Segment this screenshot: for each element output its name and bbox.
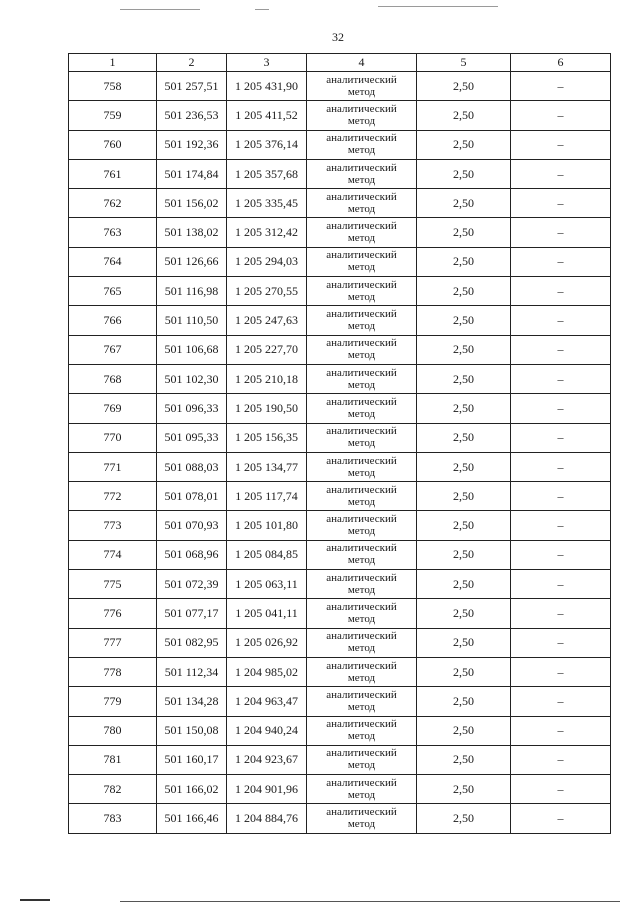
method-line-1: аналитический <box>326 630 397 643</box>
method-line-2: метод <box>347 466 376 479</box>
description-cell: – <box>511 159 611 188</box>
accuracy-cell: 2,50 <box>417 72 511 101</box>
y-coordinate-cell: 1 205 134,77 <box>227 452 307 481</box>
table-row <box>69 364 611 393</box>
y-coordinate-cell: 1 205 101,80 <box>227 511 307 540</box>
method-line-1: аналитический <box>326 308 397 321</box>
method-line-2: метод <box>347 173 376 186</box>
method-cell <box>307 511 417 540</box>
x-coordinate-cell: 501 150,08 <box>157 716 227 745</box>
method-text <box>326 249 397 273</box>
y-coordinate-cell: 1 205 411,52 <box>227 101 307 130</box>
accuracy-cell: 2,50 <box>417 716 511 745</box>
method-line-2: метод <box>347 261 376 274</box>
method-line-2: метод <box>347 818 376 831</box>
accuracy-cell: 2,50 <box>417 570 511 599</box>
point-number-cell: 773 <box>69 511 157 540</box>
method-line-2: метод <box>347 788 376 801</box>
table-row <box>69 657 611 686</box>
table-row <box>69 159 611 188</box>
x-coordinate-cell: 501 112,34 <box>157 657 227 686</box>
table-row <box>69 540 611 569</box>
method-cell <box>307 423 417 452</box>
method-line-1: аналитический <box>326 659 397 672</box>
method-line-2: метод <box>347 407 376 420</box>
table-row <box>69 277 611 306</box>
description-cell: – <box>511 335 611 364</box>
point-number-cell: 761 <box>69 159 157 188</box>
x-coordinate-cell: 501 096,33 <box>157 394 227 423</box>
y-coordinate-cell: 1 205 190,50 <box>227 394 307 423</box>
method-line-2: метод <box>347 700 376 713</box>
table-row <box>69 72 611 101</box>
method-cell <box>307 394 417 423</box>
table-row <box>69 804 611 833</box>
accuracy-cell: 2,50 <box>417 130 511 159</box>
point-number-cell: 769 <box>69 394 157 423</box>
point-number-cell: 768 <box>69 364 157 393</box>
accuracy-cell: 2,50 <box>417 306 511 335</box>
method-text <box>326 630 397 654</box>
point-number-cell: 776 <box>69 599 157 628</box>
method-line-1: аналитический <box>326 220 397 233</box>
method-cell <box>307 775 417 804</box>
coordinates-table <box>68 53 611 834</box>
table-row <box>69 482 611 511</box>
point-number-cell: 780 <box>69 716 157 745</box>
method-line-2: метод <box>347 290 376 303</box>
y-coordinate-cell: 1 205 312,42 <box>227 218 307 247</box>
method-cell <box>307 335 417 364</box>
description-cell: – <box>511 599 611 628</box>
column-header: 2 <box>157 54 227 72</box>
column-header: 6 <box>511 54 611 72</box>
accuracy-cell: 2,50 <box>417 775 511 804</box>
x-coordinate-cell: 501 088,03 <box>157 452 227 481</box>
table-row <box>69 306 611 335</box>
column-header: 1 <box>69 54 157 72</box>
point-number-cell: 771 <box>69 452 157 481</box>
description-cell: – <box>511 364 611 393</box>
table-row <box>69 335 611 364</box>
method-cell <box>307 570 417 599</box>
column-header: 3 <box>227 54 307 72</box>
point-number-cell: 783 <box>69 804 157 833</box>
method-line-2: метод <box>347 759 376 772</box>
method-line-1: аналитический <box>326 600 397 613</box>
y-coordinate-cell: 1 204 901,96 <box>227 775 307 804</box>
method-text <box>326 162 397 186</box>
table-row <box>69 745 611 774</box>
method-line-1: аналитический <box>326 73 397 86</box>
scan-artifact <box>120 9 200 10</box>
x-coordinate-cell: 501 106,68 <box>157 335 227 364</box>
method-cell <box>307 452 417 481</box>
x-coordinate-cell: 501 134,28 <box>157 687 227 716</box>
header-row <box>69 54 611 72</box>
description-cell: – <box>511 804 611 833</box>
method-line-1: аналитический <box>326 718 397 731</box>
accuracy-cell: 2,50 <box>417 540 511 569</box>
method-cell <box>307 540 417 569</box>
table-body <box>69 72 611 834</box>
description-cell: – <box>511 72 611 101</box>
method-cell <box>307 599 417 628</box>
method-cell <box>307 745 417 774</box>
method-line-1: аналитический <box>326 571 397 584</box>
method-text <box>326 747 397 771</box>
description-cell: – <box>511 628 611 657</box>
table-row <box>69 687 611 716</box>
table-row <box>69 189 611 218</box>
accuracy-cell: 2,50 <box>417 482 511 511</box>
description-cell: – <box>511 218 611 247</box>
y-coordinate-cell: 1 205 227,70 <box>227 335 307 364</box>
method-cell <box>307 657 417 686</box>
description-cell: – <box>511 687 611 716</box>
method-line-1: аналитический <box>326 337 397 350</box>
method-cell <box>307 716 417 745</box>
y-coordinate-cell: 1 205 270,55 <box>227 277 307 306</box>
x-coordinate-cell: 501 072,39 <box>157 570 227 599</box>
method-cell <box>307 277 417 306</box>
point-number-cell: 766 <box>69 306 157 335</box>
method-line-2: метод <box>347 320 376 333</box>
method-line-2: метод <box>347 85 376 98</box>
table-header <box>69 54 611 72</box>
method-text <box>326 425 397 449</box>
description-cell: – <box>511 511 611 540</box>
method-cell <box>307 189 417 218</box>
x-coordinate-cell: 501 095,33 <box>157 423 227 452</box>
table-row <box>69 130 611 159</box>
method-line-2: метод <box>347 554 376 567</box>
y-coordinate-cell: 1 205 247,63 <box>227 306 307 335</box>
description-cell: – <box>511 657 611 686</box>
table-row <box>69 423 611 452</box>
method-line-2: метод <box>347 495 376 508</box>
description-cell: – <box>511 570 611 599</box>
x-coordinate-cell: 501 257,51 <box>157 72 227 101</box>
method-cell <box>307 804 417 833</box>
y-coordinate-cell: 1 204 884,76 <box>227 804 307 833</box>
x-coordinate-cell: 501 166,02 <box>157 775 227 804</box>
method-line-2: метод <box>347 525 376 538</box>
point-number-cell: 774 <box>69 540 157 569</box>
x-coordinate-cell: 501 077,17 <box>157 599 227 628</box>
y-coordinate-cell: 1 205 210,18 <box>227 364 307 393</box>
method-line-1: аналитический <box>326 454 397 467</box>
table-row <box>69 628 611 657</box>
method-text <box>326 396 397 420</box>
table-row <box>69 452 611 481</box>
description-cell: – <box>511 745 611 774</box>
description-cell: – <box>511 130 611 159</box>
y-coordinate-cell: 1 205 084,85 <box>227 540 307 569</box>
table-row <box>69 716 611 745</box>
method-text <box>326 308 397 332</box>
accuracy-cell: 2,50 <box>417 218 511 247</box>
method-cell <box>307 159 417 188</box>
method-cell <box>307 482 417 511</box>
point-number-cell: 779 <box>69 687 157 716</box>
method-text <box>326 132 397 156</box>
accuracy-cell: 2,50 <box>417 745 511 774</box>
x-coordinate-cell: 501 078,01 <box>157 482 227 511</box>
accuracy-cell: 2,50 <box>417 452 511 481</box>
method-line-2: метод <box>347 349 376 362</box>
y-coordinate-cell: 1 205 156,35 <box>227 423 307 452</box>
method-line-1: аналитический <box>326 542 397 555</box>
method-text <box>326 455 397 479</box>
point-number-cell: 782 <box>69 775 157 804</box>
x-coordinate-cell: 501 116,98 <box>157 277 227 306</box>
method-cell <box>307 218 417 247</box>
method-cell <box>307 72 417 101</box>
y-coordinate-cell: 1 205 063,11 <box>227 570 307 599</box>
accuracy-cell: 2,50 <box>417 247 511 276</box>
accuracy-cell: 2,50 <box>417 599 511 628</box>
y-coordinate-cell: 1 205 335,45 <box>227 189 307 218</box>
method-text <box>326 718 397 742</box>
table-row <box>69 101 611 130</box>
method-line-2: метод <box>347 378 376 391</box>
method-line-1: аналитический <box>326 688 397 701</box>
x-coordinate-cell: 501 126,66 <box>157 247 227 276</box>
description-cell: – <box>511 277 611 306</box>
method-text <box>326 191 397 215</box>
x-coordinate-cell: 501 082,95 <box>157 628 227 657</box>
method-line-2: метод <box>347 583 376 596</box>
method-cell <box>307 306 417 335</box>
accuracy-cell: 2,50 <box>417 277 511 306</box>
method-text <box>326 279 397 303</box>
x-coordinate-cell: 501 068,96 <box>157 540 227 569</box>
point-number-cell: 777 <box>69 628 157 657</box>
method-line-2: метод <box>347 144 376 157</box>
method-cell <box>307 687 417 716</box>
method-line-2: метод <box>347 202 376 215</box>
method-text <box>326 74 397 98</box>
method-text <box>326 484 397 508</box>
point-number-cell: 765 <box>69 277 157 306</box>
method-line-2: метод <box>347 642 376 655</box>
description-cell: – <box>511 452 611 481</box>
point-number-cell: 764 <box>69 247 157 276</box>
point-number-cell: 760 <box>69 130 157 159</box>
column-header: 4 <box>307 54 417 72</box>
method-text <box>326 806 397 830</box>
y-coordinate-cell: 1 205 431,90 <box>227 72 307 101</box>
accuracy-cell: 2,50 <box>417 804 511 833</box>
x-coordinate-cell: 501 174,84 <box>157 159 227 188</box>
method-cell <box>307 130 417 159</box>
scan-artifact <box>255 9 269 10</box>
accuracy-cell: 2,50 <box>417 335 511 364</box>
method-line-1: аналитический <box>326 747 397 760</box>
method-text <box>326 572 397 596</box>
method-line-2: метод <box>347 730 376 743</box>
method-line-1: аналитический <box>326 776 397 789</box>
point-number-cell: 758 <box>69 72 157 101</box>
point-number-cell: 772 <box>69 482 157 511</box>
x-coordinate-cell: 501 192,36 <box>157 130 227 159</box>
x-coordinate-cell: 501 110,50 <box>157 306 227 335</box>
accuracy-cell: 2,50 <box>417 628 511 657</box>
method-line-1: аналитический <box>326 366 397 379</box>
method-line-2: метод <box>347 612 376 625</box>
description-cell: – <box>511 394 611 423</box>
description-cell: – <box>511 247 611 276</box>
method-text <box>326 513 397 537</box>
method-text <box>326 542 397 566</box>
method-text <box>326 689 397 713</box>
table-row <box>69 394 611 423</box>
table-row <box>69 218 611 247</box>
method-text <box>326 367 397 391</box>
point-number-cell: 781 <box>69 745 157 774</box>
method-line-1: аналитический <box>326 513 397 526</box>
point-number-cell: 763 <box>69 218 157 247</box>
x-coordinate-cell: 501 102,30 <box>157 364 227 393</box>
accuracy-cell: 2,50 <box>417 657 511 686</box>
x-coordinate-cell: 501 160,17 <box>157 745 227 774</box>
y-coordinate-cell: 1 205 117,74 <box>227 482 307 511</box>
scan-artifact <box>120 901 620 902</box>
description-cell: – <box>511 716 611 745</box>
x-coordinate-cell: 501 156,02 <box>157 189 227 218</box>
method-line-1: аналитический <box>326 102 397 115</box>
y-coordinate-cell: 1 204 985,02 <box>227 657 307 686</box>
method-text <box>326 220 397 244</box>
method-line-2: метод <box>347 232 376 245</box>
table-row <box>69 570 611 599</box>
method-line-1: аналитический <box>326 425 397 438</box>
scan-artifact <box>20 899 50 901</box>
accuracy-cell: 2,50 <box>417 189 511 218</box>
accuracy-cell: 2,50 <box>417 364 511 393</box>
method-text <box>326 337 397 361</box>
method-line-1: аналитический <box>326 161 397 174</box>
x-coordinate-cell: 501 138,02 <box>157 218 227 247</box>
y-coordinate-cell: 1 205 026,92 <box>227 628 307 657</box>
method-line-2: метод <box>347 114 376 127</box>
point-number-cell: 759 <box>69 101 157 130</box>
method-text <box>326 103 397 127</box>
description-cell: – <box>511 101 611 130</box>
accuracy-cell: 2,50 <box>417 423 511 452</box>
method-line-2: метод <box>347 437 376 450</box>
y-coordinate-cell: 1 205 357,68 <box>227 159 307 188</box>
description-cell: – <box>511 482 611 511</box>
description-cell: – <box>511 306 611 335</box>
method-text <box>326 777 397 801</box>
method-cell <box>307 364 417 393</box>
table-row <box>69 247 611 276</box>
point-number-cell: 775 <box>69 570 157 599</box>
y-coordinate-cell: 1 205 294,03 <box>227 247 307 276</box>
table-row <box>69 775 611 804</box>
point-number-cell: 762 <box>69 189 157 218</box>
scan-artifact <box>378 6 498 7</box>
method-text <box>326 660 397 684</box>
y-coordinate-cell: 1 204 963,47 <box>227 687 307 716</box>
y-coordinate-cell: 1 205 041,11 <box>227 599 307 628</box>
column-header: 5 <box>417 54 511 72</box>
method-line-2: метод <box>347 671 376 684</box>
description-cell: – <box>511 540 611 569</box>
accuracy-cell: 2,50 <box>417 159 511 188</box>
description-cell: – <box>511 189 611 218</box>
method-line-1: аналитический <box>326 249 397 262</box>
description-cell: – <box>511 423 611 452</box>
y-coordinate-cell: 1 204 940,24 <box>227 716 307 745</box>
method-line-1: аналитический <box>326 806 397 819</box>
accuracy-cell: 2,50 <box>417 394 511 423</box>
accuracy-cell: 2,50 <box>417 687 511 716</box>
y-coordinate-cell: 1 204 923,67 <box>227 745 307 774</box>
method-cell <box>307 628 417 657</box>
table-row <box>69 599 611 628</box>
table-row <box>69 511 611 540</box>
method-cell <box>307 247 417 276</box>
method-text <box>326 601 397 625</box>
page-number: 32 <box>332 30 344 44</box>
method-line-1: аналитический <box>326 190 397 203</box>
x-coordinate-cell: 501 070,93 <box>157 511 227 540</box>
method-line-1: аналитический <box>326 483 397 496</box>
description-cell: – <box>511 775 611 804</box>
x-coordinate-cell: 501 236,53 <box>157 101 227 130</box>
method-cell <box>307 101 417 130</box>
point-number-cell: 770 <box>69 423 157 452</box>
y-coordinate-cell: 1 205 376,14 <box>227 130 307 159</box>
point-number-cell: 778 <box>69 657 157 686</box>
method-line-1: аналитический <box>326 132 397 145</box>
x-coordinate-cell: 501 166,46 <box>157 804 227 833</box>
point-number-cell: 767 <box>69 335 157 364</box>
method-line-1: аналитический <box>326 395 397 408</box>
method-line-1: аналитический <box>326 278 397 291</box>
accuracy-cell: 2,50 <box>417 101 511 130</box>
accuracy-cell: 2,50 <box>417 511 511 540</box>
